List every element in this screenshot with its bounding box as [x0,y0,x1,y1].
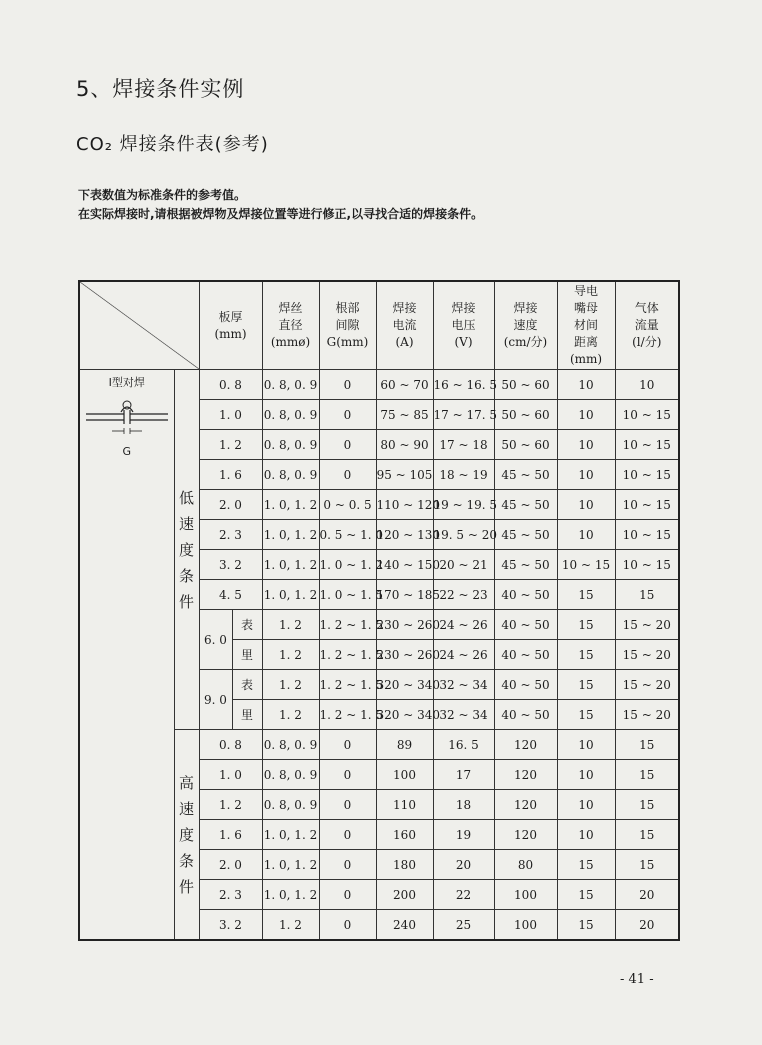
cell-root-gap: 0 [319,850,376,880]
cell-root-gap: 0 [319,790,376,820]
cell-gas-flow: 15 [615,850,679,880]
joint-type-label: I型对焊 [108,376,145,389]
cell-welding-voltage: 17 ~ 18 [433,430,494,460]
cell-welding-speed: 100 [494,910,557,941]
cell-tip-distance: 15 [557,910,615,941]
cell-wire-diameter: 0. 8, 0. 9 [262,760,319,790]
cell-thickness: 9. 0 [199,670,232,730]
cell-tip-distance: 15 [557,670,615,700]
cell-welding-voltage: 22 [433,880,494,910]
cell-welding-speed: 40 ~ 50 [494,670,557,700]
cell-welding-speed: 50 ~ 60 [494,400,557,430]
cell-thickness: 1. 6 [199,820,262,850]
cell-root-gap: 0 [319,820,376,850]
cell-root-gap: 0 [319,760,376,790]
cell-wire-diameter: 0. 8, 0. 9 [262,460,319,490]
cell-tip-distance: 15 [557,850,615,880]
cell-welding-speed: 45 ~ 50 [494,520,557,550]
high-speed-category-label [174,730,199,941]
cell-wire-diameter: 0. 8, 0. 9 [262,430,319,460]
cell-wire-diameter: 1. 2 [262,910,319,941]
cell-root-gap: 1. 2 ~ 1. 5 [319,670,376,700]
cell-face-side-label: 表 [232,670,262,700]
cell-tip-distance: 10 [557,400,615,430]
cell-welding-current: 95 ~ 105 [376,460,433,490]
cell-thickness: 0. 8 [199,730,262,760]
cell-welding-speed: 45 ~ 50 [494,460,557,490]
cell-welding-voltage: 22 ~ 23 [433,580,494,610]
cell-wire-diameter: 1. 0, 1. 2 [262,520,319,550]
section-title: 5、焊接条件实例 [76,77,245,101]
cell-welding-voltage: 18 ~ 19 [433,460,494,490]
cell-welding-voltage: 18 [433,790,494,820]
header-root-gap: 根部 间隙 G(mm) [319,281,376,370]
cell-welding-speed: 120 [494,760,557,790]
cell-welding-speed: 45 ~ 50 [494,550,557,580]
cell-thickness: 4. 5 [199,580,262,610]
cell-tip-distance: 10 ~ 15 [557,550,615,580]
cell-gas-flow: 10 ~ 15 [615,460,679,490]
i-butt-joint-icon [84,390,170,442]
cell-wire-diameter: 0. 8, 0. 9 [262,730,319,760]
cell-welding-current: 230 ~ 260 [376,640,433,670]
cell-gas-flow: 10 ~ 15 [615,430,679,460]
joint-diagram-cell [79,370,174,941]
cell-thickness: 3. 2 [199,910,262,941]
cell-welding-speed: 120 [494,790,557,820]
cell-tip-distance: 15 [557,640,615,670]
cell-root-gap: 0 [319,910,376,941]
cell-welding-speed: 50 ~ 60 [494,430,557,460]
cell-welding-current: 230 ~ 260 [376,610,433,640]
cell-wire-diameter: 1. 2 [262,670,319,700]
cell-thickness: 1. 2 [199,790,262,820]
cell-wire-diameter: 1. 0, 1. 2 [262,820,319,850]
cell-welding-current: 110 ~ 120 [376,490,433,520]
cell-welding-voltage: 19. 5 ~ 20 [433,520,494,550]
cell-welding-speed: 40 ~ 50 [494,610,557,640]
cell-wire-diameter: 0. 8, 0. 9 [262,400,319,430]
header-welding-current: 焊接 电流 (A) [376,281,433,370]
cell-wire-diameter: 1. 0, 1. 2 [262,550,319,580]
cell-welding-current: 100 [376,760,433,790]
cell-tip-distance: 15 [557,700,615,730]
cell-thickness: 1. 0 [199,760,262,790]
cell-welding-voltage: 32 ~ 34 [433,700,494,730]
cell-wire-diameter: 1. 2 [262,640,319,670]
cell-wire-diameter: 1. 0, 1. 2 [262,850,319,880]
cell-gas-flow: 15 [615,580,679,610]
cell-welding-speed: 80 [494,850,557,880]
cell-thickness: 2. 0 [199,490,262,520]
high-speed-label: 高速度条件 [179,773,195,896]
cell-wire-diameter: 0. 8, 0. 9 [262,790,319,820]
cell-welding-speed: 40 ~ 50 [494,700,557,730]
cell-root-gap: 0 ~ 0. 5 [319,490,376,520]
cell-gas-flow: 20 [615,910,679,941]
cell-tip-distance: 10 [557,430,615,460]
cell-wire-diameter: 1. 0, 1. 2 [262,580,319,610]
cell-back-side-label: 里 [232,700,262,730]
cell-root-gap: 0 [319,370,376,400]
cell-welding-current: 180 [376,850,433,880]
cell-welding-voltage: 32 ~ 34 [433,670,494,700]
cell-gas-flow: 10 ~ 15 [615,550,679,580]
cell-back-side-label: 里 [232,640,262,670]
cell-tip-distance: 15 [557,880,615,910]
cell-welding-current: 200 [376,880,433,910]
cell-root-gap: 0 [319,430,376,460]
intro-text [78,186,483,224]
low-speed-label: 低速度条件 [179,488,195,611]
cell-welding-current: 160 [376,820,433,850]
cell-wire-diameter: 0. 8, 0. 9 [262,370,319,400]
cell-welding-speed: 40 ~ 50 [494,640,557,670]
cell-welding-speed: 100 [494,880,557,910]
table-row [79,370,679,400]
cell-root-gap: 0 [319,460,376,490]
header-welding-speed: 焊接 速度 (cm/分) [494,281,557,370]
cell-tip-distance: 10 [557,790,615,820]
cell-welding-speed: 50 ~ 60 [494,370,557,400]
cell-welding-voltage: 19 [433,820,494,850]
cell-root-gap: 0 [319,880,376,910]
cell-gas-flow: 20 [615,880,679,910]
cell-tip-distance: 10 [557,490,615,520]
cell-welding-current: 75 ~ 85 [376,400,433,430]
cell-welding-voltage: 20 ~ 21 [433,550,494,580]
cell-welding-voltage: 19 ~ 19. 5 [433,490,494,520]
table-title: CO₂ 焊接条件表(参考) [76,134,269,155]
cell-gas-flow: 10 [615,370,679,400]
cell-welding-speed: 40 ~ 50 [494,580,557,610]
cell-gas-flow: 15 [615,760,679,790]
low-speed-category-label [174,370,199,730]
cell-gas-flow: 15 ~ 20 [615,610,679,640]
cell-gas-flow: 15 ~ 20 [615,670,679,700]
cell-gas-flow: 15 ~ 20 [615,700,679,730]
cell-tip-distance: 10 [557,730,615,760]
cell-thickness: 2. 3 [199,520,262,550]
cell-gas-flow: 10 ~ 15 [615,490,679,520]
cell-root-gap: 1. 0 ~ 1. 2 [319,550,376,580]
cell-tip-distance: 15 [557,580,615,610]
cell-gas-flow: 10 ~ 15 [615,520,679,550]
cell-root-gap: 1. 2 ~ 1. 5 [319,700,376,730]
cell-welding-voltage: 16 ~ 16. 5 [433,370,494,400]
cell-welding-current: 240 [376,910,433,941]
cell-wire-diameter: 1. 2 [262,610,319,640]
cell-tip-distance: 10 [557,760,615,790]
cell-gas-flow: 15 ~ 20 [615,640,679,670]
header-gas-flow: 气体 流量 (l/分) [615,281,679,370]
cell-tip-distance: 15 [557,610,615,640]
cell-gas-flow: 10 ~ 15 [615,400,679,430]
cell-wire-diameter: 1. 0, 1. 2 [262,880,319,910]
cell-root-gap: 1. 2 ~ 1. 5 [319,610,376,640]
cell-root-gap: 0 [319,730,376,760]
cell-tip-distance: 10 [557,460,615,490]
header-thickness: 板厚 (mm) [199,281,262,370]
cell-wire-diameter: 1. 2 [262,700,319,730]
cell-welding-voltage: 24 ~ 26 [433,640,494,670]
cell-root-gap: 1. 2 ~ 1. 5 [319,640,376,670]
header-row [79,281,679,370]
cell-welding-current: 60 ~ 70 [376,370,433,400]
cell-welding-current: 120 ~ 130 [376,520,433,550]
cell-welding-current: 320 ~ 340 [376,670,433,700]
cell-welding-speed: 120 [494,730,557,760]
cell-face-side-label: 表 [232,610,262,640]
header-welding-voltage: 焊接 电压 (V) [433,281,494,370]
cell-welding-speed: 120 [494,820,557,850]
cell-gas-flow: 15 [615,790,679,820]
cell-thickness: 2. 3 [199,880,262,910]
cell-thickness: 2. 0 [199,850,262,880]
cell-welding-voltage: 17 ~ 17. 5 [433,400,494,430]
cell-welding-current: 170 ~ 185 [376,580,433,610]
cell-gas-flow: 15 [615,730,679,760]
cell-welding-voltage: 20 [433,850,494,880]
cell-welding-voltage: 25 [433,910,494,941]
welding-conditions-table [78,280,680,941]
cell-thickness: 3. 2 [199,550,262,580]
header-tip-distance: 导电 嘴母 材间 距离 (mm) [557,281,615,370]
cell-welding-current: 320 ~ 340 [376,700,433,730]
intro-line: 下表数值为标准条件的参考值。 [78,188,247,202]
cell-thickness: 1. 0 [199,400,262,430]
cell-root-gap: 0. 5 ~ 1. 0 [319,520,376,550]
cell-welding-speed: 45 ~ 50 [494,490,557,520]
cell-tip-distance: 10 [557,520,615,550]
cell-welding-current: 140 ~ 150 [376,550,433,580]
cell-welding-current: 110 [376,790,433,820]
cell-tip-distance: 10 [557,370,615,400]
cell-thickness: 1. 2 [199,430,262,460]
corner-diagonal-cell [79,281,199,370]
cell-welding-current: 89 [376,730,433,760]
cell-root-gap: 0 [319,400,376,430]
cell-welding-voltage: 17 [433,760,494,790]
intro-line: 在实际焊接时,请根据被焊物及焊接位置等进行修正,以寻找合适的焊接条件。 [78,207,484,221]
cell-thickness: 1. 6 [199,460,262,490]
cell-root-gap: 1. 0 ~ 1. 5 [319,580,376,610]
cell-gas-flow: 15 [615,820,679,850]
page-number: - 41 - [620,972,654,987]
cell-welding-voltage: 16. 5 [433,730,494,760]
header-wire-diameter: 焊丝 直径 (mmø) [262,281,319,370]
cell-welding-current: 80 ~ 90 [376,430,433,460]
gap-label: G [122,445,132,458]
cell-thickness: 0. 8 [199,370,262,400]
cell-welding-voltage: 24 ~ 26 [433,610,494,640]
cell-wire-diameter: 1. 0, 1. 2 [262,490,319,520]
cell-tip-distance: 10 [557,820,615,850]
cell-thickness: 6. 0 [199,610,232,670]
